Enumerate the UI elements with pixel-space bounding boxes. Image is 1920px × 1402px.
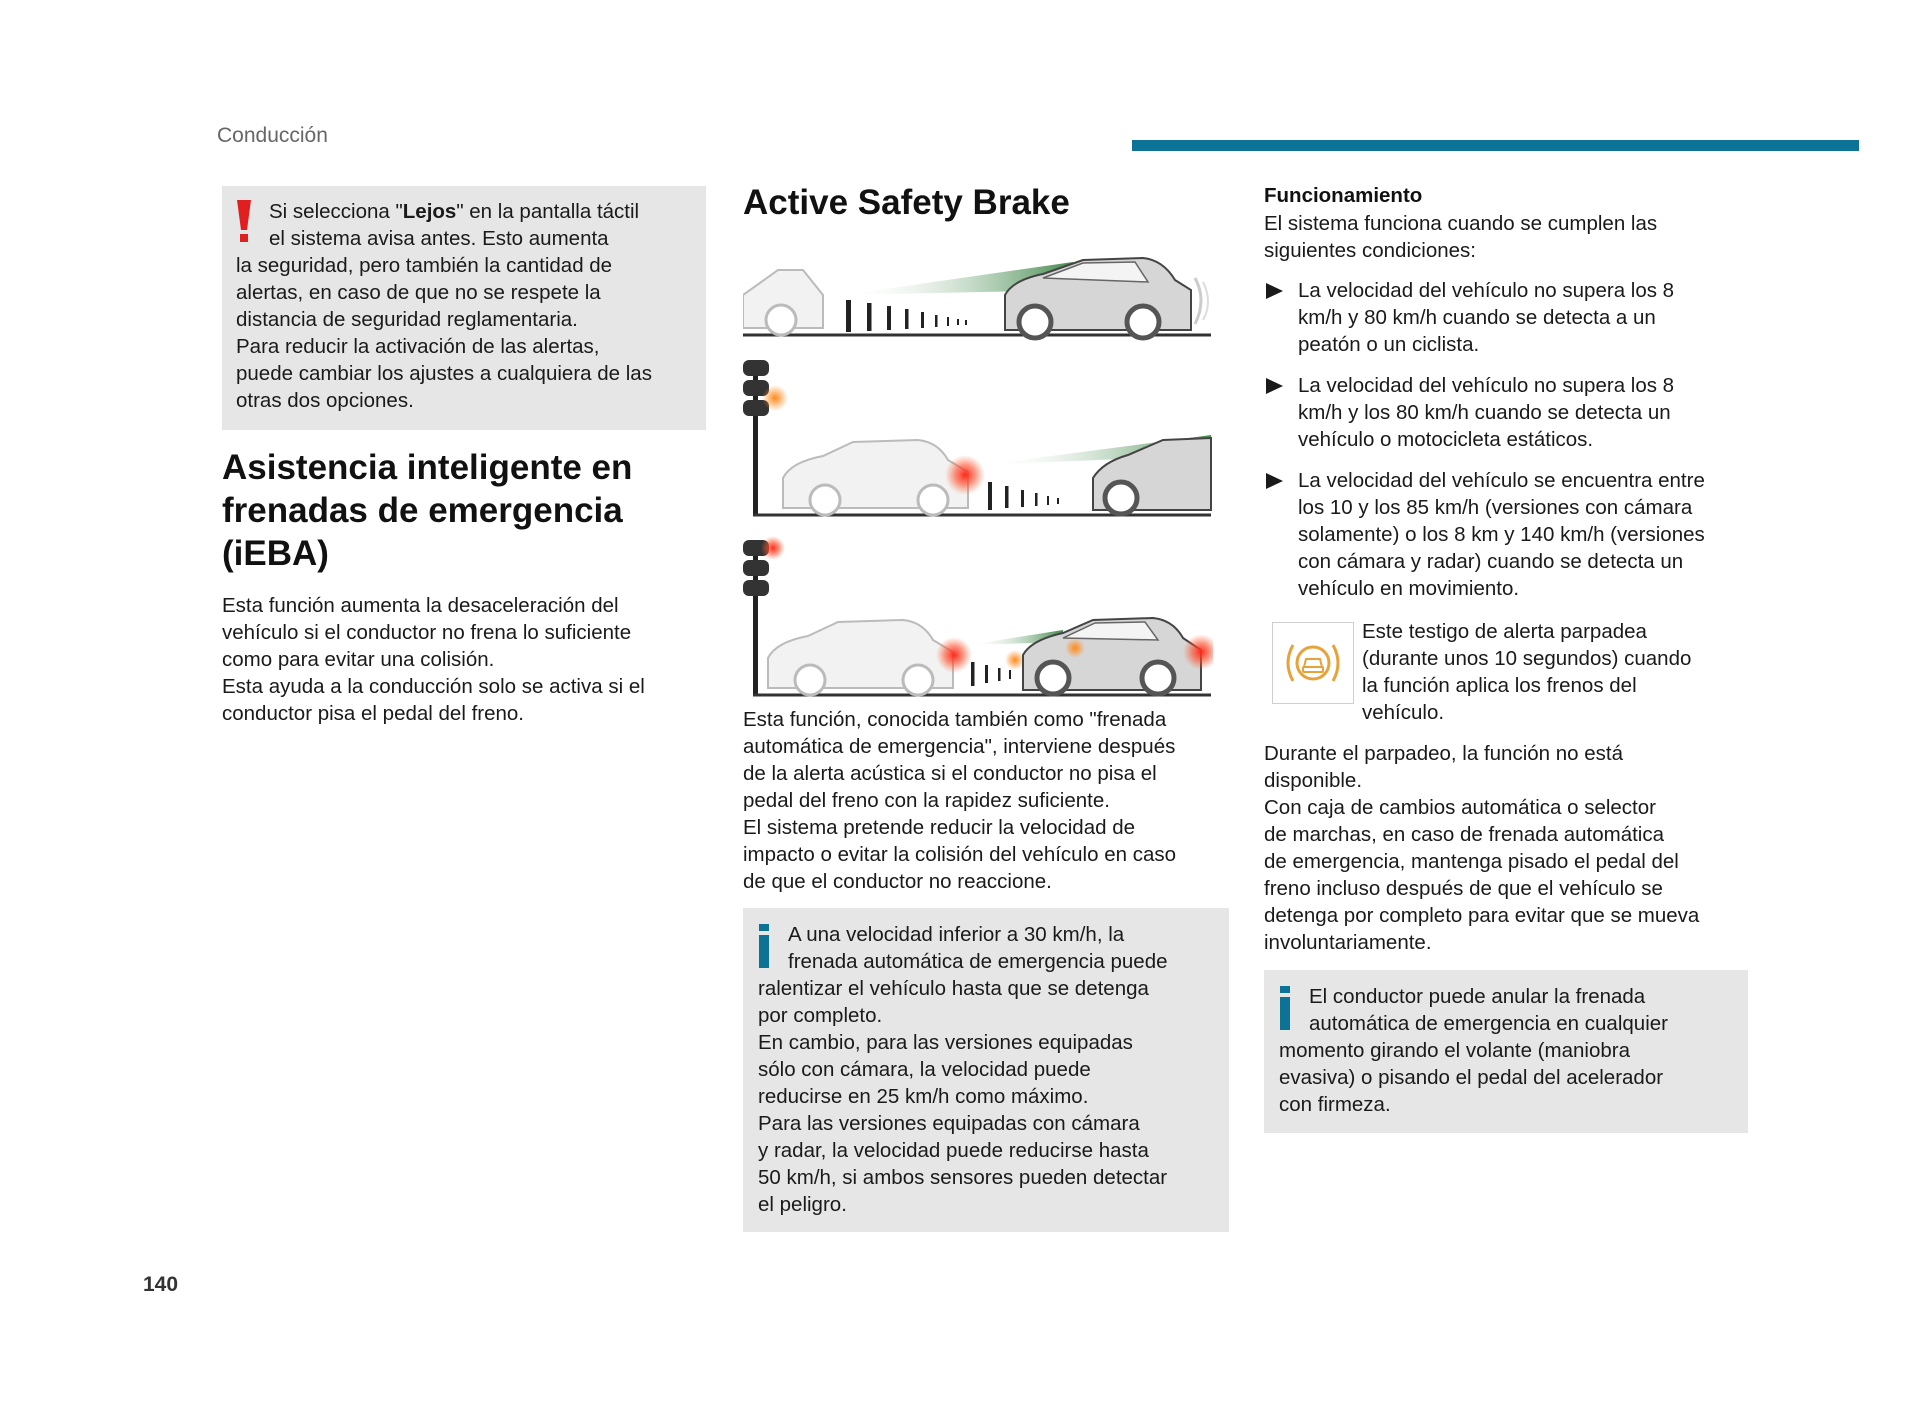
asb-line: de que el conductor no reaccione.: [743, 870, 1052, 893]
bullet-arrow-icon: [1266, 378, 1283, 394]
info-line: A una velocidad inferior a 30 km/h, la: [788, 923, 1125, 946]
warning-line: Para reducir la activación de las alertas,: [236, 335, 600, 358]
info-line: ralentizar el vehículo hasta que se detenga: [758, 977, 1149, 1000]
info-line: reducirse en 25 km/h como máximo.: [758, 1085, 1089, 1108]
warning-line: puede cambiar los ajustes a cualquiera de las: [236, 362, 652, 385]
condition-line: vehículo o motocicleta estáticos.: [1298, 428, 1594, 451]
asb-line: de la alerta acústica si el conductor no pisa el: [743, 762, 1157, 785]
asb-illustration: [743, 250, 1213, 700]
override-info-text: [1279, 983, 1739, 1118]
warning-line: distancia de seguridad reglamentaria.: [236, 308, 578, 331]
info-line: evasiva) o pisando el pedal del acelerador: [1279, 1066, 1664, 1089]
conditions-list: [1264, 277, 1754, 616]
funcionamiento-intro: [1264, 210, 1734, 264]
funcionamiento-heading: Funcionamiento: [1264, 184, 1423, 207]
info-line: el peligro.: [758, 1193, 847, 1216]
override-info-note: [1264, 970, 1748, 1133]
asb-info-note: [743, 908, 1229, 1232]
condition-item: [1264, 467, 1754, 602]
info-line: En cambio, para las versiones equipadas: [758, 1031, 1133, 1054]
info-line: frenada automática de emergencia puede: [788, 950, 1168, 973]
lamp-description: [1362, 618, 1742, 726]
scene-1: [743, 258, 1211, 338]
intro-line: siguientes condiciones:: [1264, 239, 1476, 262]
lamp-glyph: [1273, 623, 1353, 703]
info-line: El conductor puede anular la frenada: [1309, 985, 1646, 1008]
info-line: automática de emergencia en cualquier: [1309, 1012, 1668, 1035]
condition-line: con cámara y radar) cuando se detecta un: [1298, 550, 1684, 573]
info-line: momento girando el volante (maniobra: [1279, 1039, 1630, 1062]
after-line: de emergencia, mantenga pisado el pedal del: [1264, 850, 1679, 873]
warning-text: [236, 198, 696, 414]
warning-line-1: Si selecciona "Lejos" en la pantalla táctil: [269, 200, 640, 223]
scene-2: [743, 360, 1211, 515]
condition-item: [1264, 372, 1754, 453]
condition-line: La velocidad del vehículo se encuentra entre: [1298, 469, 1705, 492]
after-line: detenga por completo para evitar que se mueva: [1264, 904, 1700, 927]
warning-line: alertas, en caso de que no se respete la: [236, 281, 601, 304]
after-line: Con caja de cambios automática o selector: [1264, 796, 1656, 819]
condition-line: los 10 y los 85 km/h (versiones con cámara: [1298, 496, 1693, 519]
after-line: de marchas, en caso de frenada automática: [1264, 823, 1664, 846]
warning-line: otras dos opciones.: [236, 389, 414, 412]
warning-note: [222, 186, 706, 430]
lamp-line: Este testigo de alerta parpadea: [1362, 620, 1647, 643]
section-color-bar: [1132, 140, 1859, 151]
ieba-line: conductor pisa el pedal del freno.: [222, 702, 525, 725]
ieba-title: [222, 446, 702, 575]
warning-line-2: el sistema avisa antes. Esto aumenta: [269, 227, 609, 250]
intro-line: El sistema funciona cuando se cumplen las: [1264, 212, 1658, 235]
blinking-explanation: [1264, 740, 1754, 956]
condition-item: [1264, 277, 1754, 358]
info-line: 50 km/h, si ambos sensores pueden detectar: [758, 1166, 1168, 1189]
ieba-line: vehículo si el conductor no frena lo suficiente: [222, 621, 632, 644]
after-line: freno incluso después de que el vehículo se: [1264, 877, 1663, 900]
page-number: 140: [143, 1273, 179, 1296]
lamp-line: vehículo.: [1362, 701, 1445, 724]
info-line: por completo.: [758, 1004, 883, 1027]
ieba-description: [222, 592, 702, 727]
asb-info-text: [758, 921, 1218, 1218]
info-line: sólo con cámara, la velocidad puede: [758, 1058, 1091, 1081]
warning-line: la seguridad, pero también la cantidad de: [236, 254, 613, 277]
section-label: Conducción: [217, 124, 328, 147]
ieba-title-line: frenadas de emergencia: [222, 491, 623, 530]
info-line: con firmeza.: [1279, 1093, 1391, 1116]
ieba-title-line: Asistencia inteligente en: [222, 448, 633, 487]
asb-description: [743, 706, 1233, 895]
ieba-title-line: (iEBA): [222, 534, 329, 573]
condition-line: La velocidad del vehículo no supera los 8: [1298, 374, 1675, 397]
ieba-line: Esta ayuda a la conducción solo se activa si el: [222, 675, 645, 698]
warning-bold-option: Lejos: [402, 200, 457, 223]
asb-line: Esta función, conocida también como "frenada: [743, 708, 1167, 731]
condition-line: km/h y los 80 km/h cuando se detecta un: [1298, 401, 1671, 424]
ieba-line: como para evitar una colisión.: [222, 648, 495, 671]
condition-line: km/h y 80 km/h cuando se detecta a un: [1298, 306, 1656, 329]
after-line: disponible.: [1264, 769, 1363, 792]
asb-line: automática de emergencia", interviene después: [743, 735, 1176, 758]
condition-line: vehículo en movimiento.: [1298, 577, 1520, 600]
asb-line: pedal del freno con la rapidez suficiente.: [743, 789, 1110, 812]
brake-warning-lamp-icon: [1272, 622, 1354, 704]
asb-title: Active Safety Brake: [743, 183, 1070, 222]
condition-line: solamente) o los 8 km y 140 km/h (versiones: [1298, 523, 1705, 546]
condition-line: La velocidad del vehículo no supera los 8: [1298, 279, 1675, 302]
asb-line: El sistema pretende reducir la velocidad de: [743, 816, 1135, 839]
bullet-arrow-icon: [1266, 283, 1283, 299]
asb-line: impacto o evitar la colisión del vehículo en caso: [743, 843, 1177, 866]
info-line: y radar, la velocidad puede reducirse hasta: [758, 1139, 1149, 1162]
after-line: Durante el parpadeo, la función no está: [1264, 742, 1624, 765]
bullet-arrow-icon: [1266, 473, 1283, 489]
after-line: involuntariamente.: [1264, 931, 1432, 954]
condition-line: peatón o un ciclista.: [1298, 333, 1480, 356]
ieba-line: Esta función aumenta la desaceleración del: [222, 594, 619, 617]
info-line: Para las versiones equipadas con cámara: [758, 1112, 1140, 1135]
scene-3: [743, 536, 1213, 695]
lamp-line: (durante unos 10 segundos) cuando: [1362, 647, 1692, 670]
lamp-line: la función aplica los frenos del: [1362, 674, 1637, 697]
